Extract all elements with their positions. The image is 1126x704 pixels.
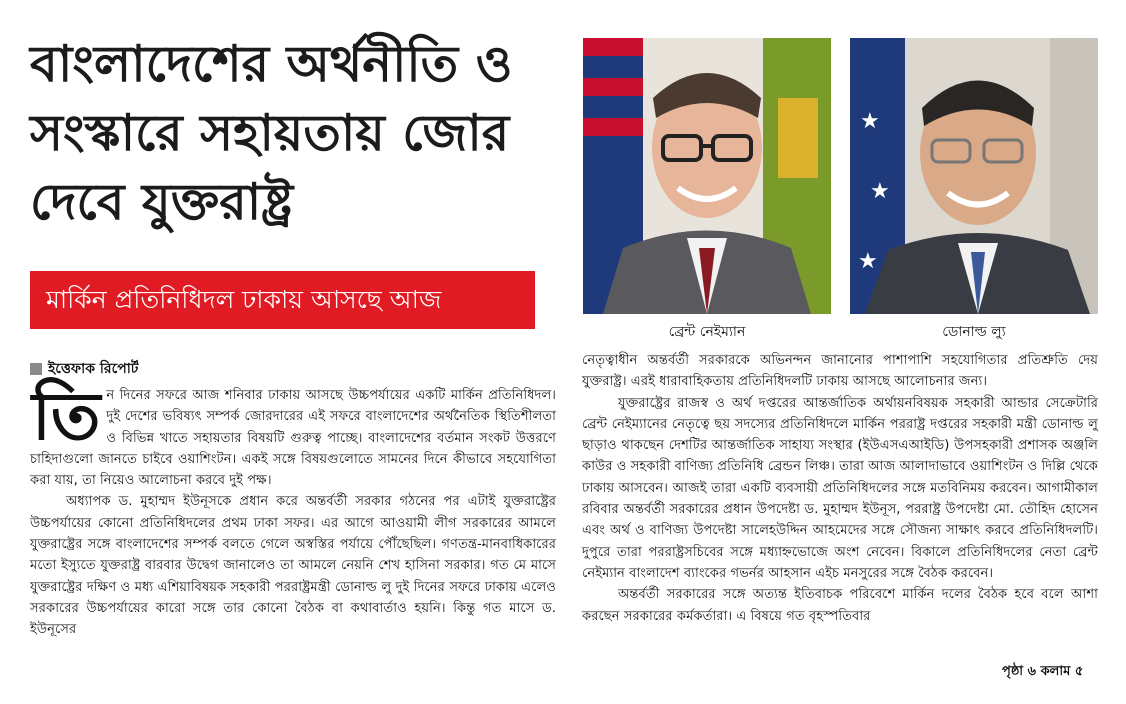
svg-text:★: ★ bbox=[870, 179, 890, 204]
caption-donald-lu: ডোনাল্ড ল্যু bbox=[942, 324, 1006, 340]
headline-line-1: বাংলাদেশের অর্থনীতি ও bbox=[30, 35, 513, 93]
headline bbox=[30, 30, 570, 237]
article-paragraph: যুক্তরাষ্ট্রের রাজস্ব ও অর্থ দপ্তরের আন্তর্জাতিক অর্থায়নবিষয়ক সহকারী আন্ডার সেক্রেটারি ব্রেন্ট নেইম্যানের নেতৃত্বে ছয় সদস্যের প্রতিনিধিদলে মার্কিন পররাষ্ট্র দপ্তরের সহকারী মন্ত্রী ডোনাল্ড লু ছাড়াও থাকছেন দেশটির আন্তর্জাতিক সাহায্য সংস্থার (ইউএসএআইডি) উপসহকারী প্রশাসক অঞ্জলি কাউর ও সহকারী বাণিজ্য প্রতিনিধি ব্রেন্ডন লিঞ্চ। তারা আজ আলাদাভাবে ওয়াশিংটন ও দিল্লি থেকে ঢাকায় আসবেন। আজই তারা একটি ব্যবসায়ী প্রতিনিধিদলের সঙ্গে মতবিনিময় করবেন। আগামীকাল রবিবার অন্তর্বর্তী সরকারের প্রধান উপদেষ্টা ড. মুহাম্মদ ইউনূস, পররাষ্ট্র উপদেষ্টা মো. তৌহিদ হোসেন এবং অর্থ ও বাণিজ্য উপদেষ্টা সালেহউদ্দিন আহমেদের সঙ্গে সৌজন্য সাক্ষাৎ করবে প্রতিনিধিদলটি। দুপুরে তারা পররাষ্ট্রসচিবের সঙ্গে মধ্যাহ্নভোজে অংশ নেবেন। বিকালে প্রতিনিধিদলের নেতা ব্রেন্ট নেইম্যান বাংলাদেশ ব্যাংকের গভর্নর আহসান এইচ মনসুরের সঙ্গে বৈঠক করবেন। bbox=[582, 395, 1098, 581]
article-paragraph bbox=[30, 378, 556, 491]
continued-page-reference: পৃষ্ঠা ৬ কলাম ৫ bbox=[1002, 664, 1084, 679]
byline-square-icon bbox=[30, 363, 42, 375]
article-paragraph: অন্তর্বর্তী সরকারের সঙ্গে অত্যন্ত ইতিবাচক পরিবেশে মার্কিন দলের বৈঠক হবে বলে আশা করছেন সরকারের কর্মকর্তারা। এ বিষয়ে গত বৃহস্পতিবার bbox=[582, 587, 1098, 624]
dropcap: তি bbox=[32, 378, 101, 455]
caption-brent-neiman: ব্রেন্ট নেইম্যান bbox=[668, 324, 746, 340]
photo-brent-neiman bbox=[583, 38, 831, 314]
headline-line-3: দেবে যুক্তরাষ্ট্র bbox=[30, 173, 294, 231]
headline-line-2: সংস্কারে সহায়তায় জোর bbox=[30, 104, 510, 162]
svg-text:★: ★ bbox=[858, 249, 878, 274]
paragraph-text: ন দিনের সফরে আজ শনিবার ঢাকায় আসছে উচ্চপর্যায়ের একটি মার্কিন প্রতিনিধিদল। দুই দেশের ভবিষ্যৎ সম্পর্ক জোরদারের এই সফরে বাংলাদেশের অর্থনৈতিক স্থিতিশীলতা ও বিভিন্ন খাতে সহায়তার বিষয়টি গুরুত্ব পাচ্ছে। বাংলাদেশের বর্তমান সংকট উত্তরণে চাহিদাগুলো জানতে চাইবে ওয়াশিংটন। একই সঙ্গে বিষয়গুলোতে সামনের দিনে কীভাবে সহযোগিতা করা যায়, তা নিয়েও আলোচনা করবে দুই পক্ষ। bbox=[30, 388, 556, 489]
reporter-name: ইত্তেফাক রিপোর্ট bbox=[48, 361, 139, 377]
article-paragraph: অধ্যাপক ড. মুহাম্মদ ইউনূসকে প্রধান করে অন্তর্বর্তী সরকার গঠনের পর এটাই যুক্তরাষ্ট্রের উচ্চপর্যায়ের কোনো প্রতিনিধিদলের প্রথম ঢাকা সফর। এর আগে আওয়ামী লীগ সরকারের আমলে যুক্তরাষ্ট্রের সঙ্গে বাংলাদেশের সম্পর্ক বলতে গেলে অস্বস্তির পর্যায়ে পৌঁছেছিল। গণতন্ত্র-মানবাধিকারের মতো ইস্যুতে যুক্তরাষ্ট্র বারবার উদ্বেগ জানালেও তা আমলে নেয়নি শেখ হাসিনা সরকার। গত মে মাসে যুক্তরাষ্ট্রের দক্ষিণ ও মধ্য এশিয়াবিষয়ক সহকারী পররাষ্ট্রমন্ত্রী ডোনাল্ড লু দুই দিনের সফরে ঢাকায় এলেও সরকারের উচ্চপর্যায়ের কারো সঙ্গে তার কোনো বৈঠক বা কথাবার্তাও হয়নি। কিন্তু গত মাসে ড. ইউনূসের bbox=[30, 494, 556, 638]
article-paragraph: নেতৃত্বাধীন অন্তর্বর্তী সরকারকে অভিনন্দন জানানোর পাশাপাশি সহযোগিতার প্রতিশ্রুতি দেয় যুক্তরাষ্ট্র। এরই ধারাবাহিকতায় প্রতিনিধিদলটি ঢাকায় আসছে আলোচনার জন্য। bbox=[582, 353, 1098, 390]
article-column-1 bbox=[30, 378, 556, 641]
svg-text:★: ★ bbox=[860, 109, 880, 134]
article-column-2 bbox=[582, 350, 1098, 627]
photo-donald-lu bbox=[850, 38, 1098, 314]
subheadline-banner: মার্কিন প্রতিনিধিদল ঢাকায় আসছে আজ bbox=[30, 271, 535, 329]
